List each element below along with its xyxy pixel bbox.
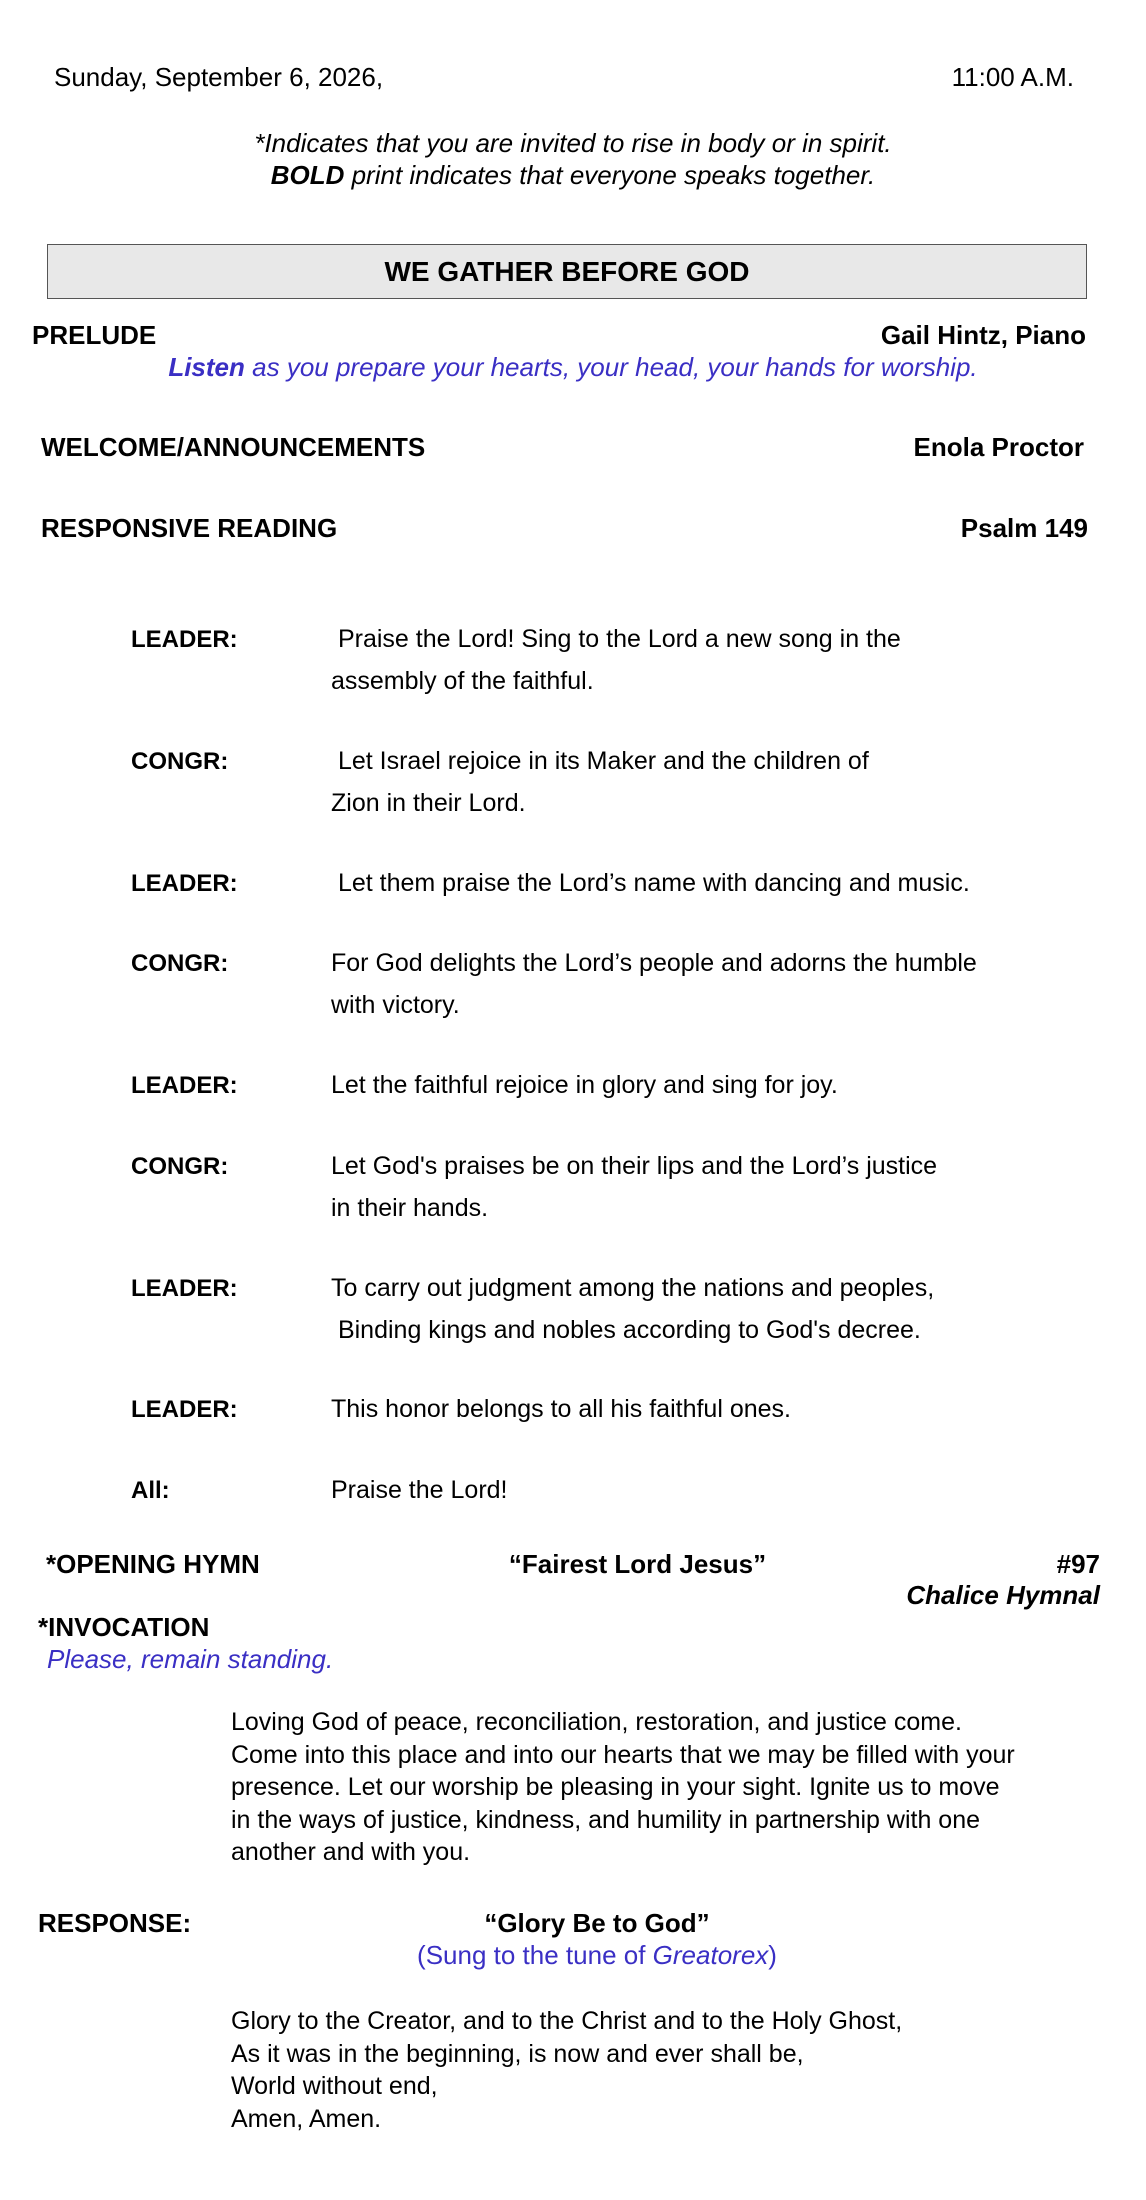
prelude-instruction-text: as you prepare your hearts, your head, your hands for worship. [244, 352, 978, 382]
reading-line: This honor belongs to all his faithful ones. [331, 1395, 791, 1423]
welcome-label: WELCOME/ANNOUNCEMENTS [41, 432, 426, 462]
hymn-title: “Fairest Lord Jesus” [508, 1549, 767, 1579]
reading-speaker: LEADER: [131, 1072, 238, 1099]
reading-text [331, 740, 869, 824]
reading-speaker: LEADER: [131, 626, 238, 653]
welcome-leader: Enola Proctor [913, 432, 1084, 462]
section-title: WE GATHER BEFORE GOD [384, 255, 750, 287]
service-time: 11:00 A.M. [951, 62, 1074, 92]
bold-note-emphasis: BOLD [270, 160, 345, 190]
reading-line: To carry out judgment among the nations and peoples, [331, 1274, 935, 1302]
reading-line: Praise the Lord! [331, 1476, 508, 1504]
reading-line: Let God's praises be on their lips and the Lord’s justice [331, 1152, 938, 1180]
tune-prefix: (Sung to the tune of [417, 1940, 653, 1970]
prayer-line: presence. Let our worship be pleasing in your sight. Ignite us to move [231, 1773, 1000, 1801]
reading-text [331, 1267, 934, 1351]
reading-speaker: CONGR: [131, 748, 229, 775]
hymnal-name: Chalice Hymnal [906, 1580, 1100, 1610]
reading-text [331, 618, 901, 702]
prayer-line: in the ways of justice, kindness, and humility in partnership with one [231, 1805, 980, 1834]
invocation-prayer [231, 1706, 1015, 1869]
hymn-label: *OPENING HYMN [46, 1549, 260, 1579]
lyric-line: Amen, Amen. [231, 2104, 382, 2133]
reading-speaker: CONGR: [131, 950, 229, 977]
response-title: “Glory Be to God” [484, 1908, 710, 1938]
rise-note: *Indicates that you are invited to rise in body or in spirit. [254, 128, 892, 158]
reading-text [331, 862, 970, 904]
service-date: Sunday, September 6, 2026, [54, 62, 384, 92]
reading-line: assembly of the faithful. [331, 667, 594, 695]
reading-line: with victory. [331, 991, 460, 1019]
response-tune [322, 1940, 872, 1971]
reading-line: Binding kings and nobles according to God's decree. [331, 1316, 921, 1344]
prayer-line: another and with you. [231, 1838, 471, 1866]
response-lyrics [231, 2005, 902, 2135]
lyric-line: As it was in the beginning, is now and ever shall be, [231, 2039, 804, 2068]
prayer-line: Loving God of peace, reconciliation, restoration, and justice come. [231, 1708, 962, 1736]
response-label: RESPONSE: [38, 1908, 192, 1938]
reading-line: Let them praise the Lord’s name with dancing and music. [331, 869, 970, 897]
bold-note [0, 160, 1146, 191]
reading-line: Praise the Lord! Sing to the Lord a new song in the [331, 625, 901, 653]
reading-text [331, 1388, 791, 1430]
invocation-label: *INVOCATION [38, 1612, 210, 1642]
reading-line: in their hands. [331, 1194, 489, 1222]
reading-speaker: LEADER: [131, 870, 238, 897]
reading-speaker: All: [131, 1477, 170, 1504]
lyric-line: World without end, [231, 2072, 438, 2100]
reading-line: Zion in their Lord. [331, 789, 526, 817]
reading-line: Let Israel rejoice in its Maker and the children of [331, 747, 869, 775]
prelude-instruction [0, 352, 1146, 383]
reading-text [331, 1469, 508, 1511]
section-banner [47, 244, 1087, 299]
tune-name: Greatorex [652, 1940, 769, 1970]
prelude-instruction-emphasis: Listen [168, 352, 245, 382]
bold-note-text: print indicates that everyone speaks together. [344, 160, 876, 190]
reading-speaker: LEADER: [131, 1396, 238, 1423]
prelude-label: PRELUDE [32, 320, 157, 350]
reading-text [331, 1145, 937, 1229]
reading-text [331, 1064, 838, 1106]
prelude-performer: Gail Hintz, Piano [880, 320, 1086, 350]
reading-reference: Psalm 149 [960, 513, 1088, 543]
reading-speaker: CONGR: [131, 1153, 229, 1180]
invocation-instruction: Please, remain standing. [47, 1644, 334, 1674]
prayer-line: Come into this place and into our hearts that we may be filled with your [231, 1740, 1015, 1769]
reading-speaker: LEADER: [131, 1275, 238, 1302]
reading-text [331, 942, 977, 1026]
tune-suffix: ) [768, 1940, 777, 1970]
hymn-number: #97 [1056, 1549, 1100, 1579]
lyric-line: Glory to the Creator, and to the Christ and to the Holy Ghost, [231, 2007, 903, 2035]
reading-line: Let the faithful rejoice in glory and sing for joy. [331, 1071, 838, 1099]
reading-line: For God delights the Lord’s people and adorns the humble [331, 949, 977, 977]
reading-label: RESPONSIVE READING [41, 513, 338, 543]
